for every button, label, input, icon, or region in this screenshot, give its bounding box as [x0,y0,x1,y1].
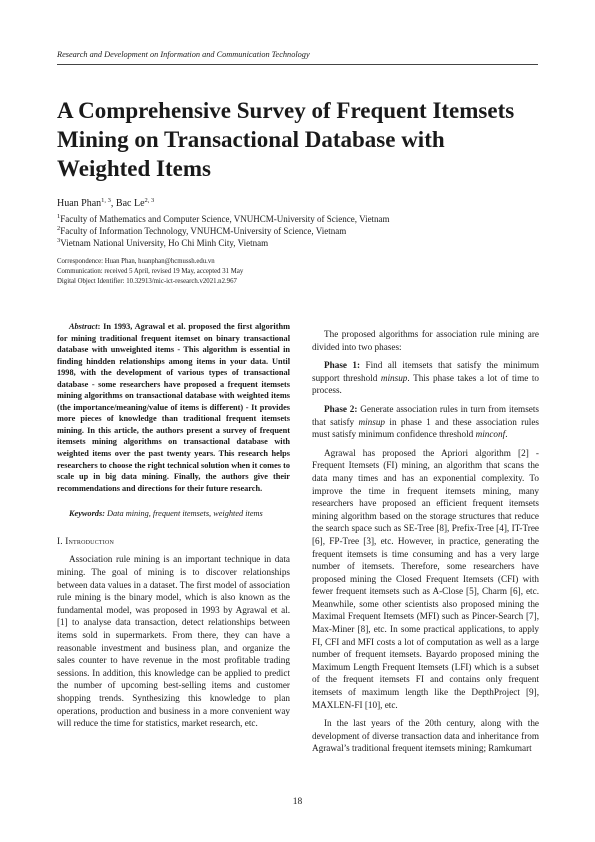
paragraph: Agrawal has proposed the Apriori algorithm [2] - Frequent Itemsets (FI) mining, an algorithm that scans the data many times and has an exponential complexity. To improve the time in frequent itemsets mining, many researchers have proposed an efficient frequent itemsets mining algorithm based on the storage structures that reduce the search space such as SE-Tree [8], Prefix-Tree [4], IT-Tree [6], FP-Tree [3], etc. However, in practice, generating the frequent itemsets is time consuming and has a very large number of itemsets. Therefore, some researchers have proposed mining the Closed Frequent Itemsets (CFI) with fewer frequent itemsets such as A-Close [5], Charm [6], etc. Meanwhile, some other scientists also proposed mining the Maximal Frequent Itemsets (MFI) such as Pincer-Search [7], Max-Miner [8], etc. In some practical applications, to apply FI, CFI and MFI costs a lot of computation as well as a large number of frequent itemsets. Bayardo proposed mining the Maximum Length Frequent Itemsets (LFI) which is a subset of the frequent itemsets FI and contains only frequent itemsets of maximum length like the DepthProject [9], MAXLEN-FI [10], etc. [312,447,539,710]
affiliation: $^1$Faculty of Mathematics and Computer Science, VNUHCM-University of Science, Vietnam [57,213,390,224]
doi: Digital Object Identifier: 10.32913/mic-ict-research.v2021.n2.967 [57,278,237,285]
keywords: Keywords: Data mining, frequent itemsets, weighted items [69,509,263,519]
left-column [57,321,290,730]
header-rule [57,64,538,65]
intro-paragraph: Association rule mining is an important technique in data mining. The goal of mining is to discover relationships between data values in a dataset. The first model of association rule mining is the binary model, which is also known as the fundamental model, was proposed in 1993 by Agrawal et al. [1] to analyse data transaction, detect relationships between items sold in supermarkets. From there, they can have a reasonable investment and business plan, and organize the sales counter to have revenue in the most profitable trading sessions. In addition, this knowledge can be applied to predict the number of upcoming best-selling items and customer shopping trends. Synthesizing this knowledge to plan operations, production and business in a more convenient way will reduce the time for statistics, market research, etc. [57,554,290,729]
author-name: Huan Phan [57,198,102,209]
author-affil-sup: 1, 3 [101,197,111,204]
communication-dates: Communication: received 5 April, revised 19 May, accepted 31 May [57,268,244,275]
paragraph: The proposed algorithms for association rule mining are divided into two phases: [312,329,539,352]
paragraph: In the last years of the 20th century, along with the development of diverse transaction data and inheritance from Agrawal’s traditional frequent itemsets mining; Ramkumart [312,718,539,754]
affiliation: $^2$Faculty of Information Technology, VNUHCM-University of Science, Vietnam [57,225,347,236]
phase-1-paragraph: Phase 1: Find all itemsets that satisfy the minimum support threshold minsup. This phase takes a lot of time to process. [312,360,539,396]
author-name: Bac Le [115,198,145,209]
abstract: Abstract: In 1993, Agrawal et al. proposed the first algorithm for mining traditional frequent itemset on binary transactional database with unweighted items - This algorithm is essential in finding hindden relationships among items in your data. Until 1998, with the development of various types of transactional database - some researchers have proposed a frequent itemsets mining algorithms on transactional database with weighted items (the importance/meaning/value of items is different) - It provides more pieces of knowledge than traditional frequent itemsets mining. In this article, the authors present a survey of frequent itemsets mining algorithms on transactional database with weighted items over the past twenty years. This research helps researchers to choose the right technical solution when it comes to scale up in big data mining. Finally, the authors give their recommendations and directions for their future research. [57,322,290,493]
author-affil-sup: 2, 3 [144,197,155,204]
page-number: 18 [292,797,303,807]
right-column [312,328,539,755]
journal-name: Research and Development on Information and Communication Technology [57,50,310,59]
affiliation: $^3$Vietnam National University, Ho Chi Minh City, Vietnam [57,237,269,248]
correspondence: Correspondence: Huan Phan, huanphan@hcmussh.edu.vn [57,258,215,265]
section-heading: I. Introduction [57,535,115,546]
phase-2-paragraph: Phase 2: Generate association rules in turn from itemsets that satisfy minsup in phase 1 and these association rules must satisfy minimum confidence threshold minconf. [312,403,540,440]
author-list: Huan Phan$^{1, 3}$, Bac Le$^{2, 3}$ [57,197,155,209]
paper-title: A Comprehensive Survey of Frequent Itemsets Mining on Transactional Database with Weighted Items [57,98,515,181]
